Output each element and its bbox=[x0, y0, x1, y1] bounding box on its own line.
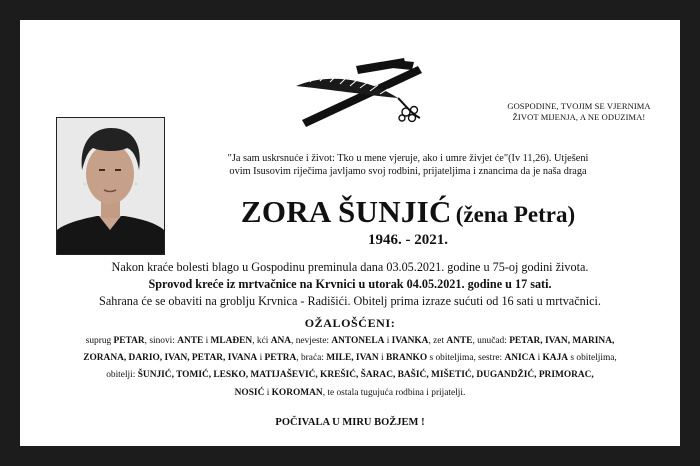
mourners-text: , sinovi: bbox=[144, 336, 178, 346]
mourner-name: ZORANA, DARIO, IVAN, PETAR, IVANA bbox=[83, 353, 258, 364]
mourners-text: , zet bbox=[428, 336, 447, 346]
portrait-image bbox=[57, 118, 164, 254]
mourners-line-2 bbox=[20, 350, 680, 367]
mourner-name: MILE, IVAN bbox=[326, 353, 379, 364]
death-info bbox=[20, 259, 680, 310]
mourners-text: i bbox=[257, 353, 265, 364]
mourners-text: i bbox=[384, 336, 392, 346]
mourner-name: PETAR, IVAN, MARINA, bbox=[509, 336, 615, 346]
mourner-name: IVANKA bbox=[391, 336, 429, 346]
mourner-families: ŠUNJIĆ, TOMIĆ, LESKO, MATIJAŠEVIĆ, KREŠIĆ, ŠARAC, BAŠIĆ, MIŠETIĆ, DUGANDŽIĆ, PRIMORAC, bbox=[137, 370, 594, 381]
mourner-name: ANTE bbox=[446, 336, 473, 346]
mourners-text: obitelji: bbox=[106, 370, 138, 381]
cross-with-palm-icon bbox=[294, 46, 446, 130]
info-line-funeral: Sprovod kreće iz mrtvačnice na Krvnici u utorak 04.05.2021. godine u 17 sati. bbox=[148, 277, 552, 291]
deceased-note: (žena Petra) bbox=[455, 202, 576, 227]
mourners-text: i bbox=[535, 353, 543, 364]
motto bbox=[488, 101, 670, 123]
deceased-years: 1946. - 2021. bbox=[368, 232, 448, 248]
mourner-families: KOROMAN bbox=[271, 387, 323, 398]
mourners-line-4 bbox=[20, 385, 680, 402]
mourner-name: PETAR bbox=[113, 336, 145, 346]
mourners-text: i bbox=[264, 387, 272, 398]
mourner-name: ANTE bbox=[177, 336, 204, 346]
mourner-families: NOSIĆ bbox=[234, 387, 265, 398]
mourners-text: i bbox=[378, 353, 386, 364]
mourners-text: suprug bbox=[85, 336, 114, 346]
mourners-text: , nevjeste: bbox=[291, 336, 332, 346]
info-line-1: Nakon kraće bolesti blago u Gospodinu preminula dana 03.05.2021. godine u 75-oj godini života. bbox=[111, 260, 589, 274]
quote-line-2: ovim Isusovim riječima javljamo svoj rodbini, prijateljima i znancima da je naša draga bbox=[229, 165, 587, 177]
mourner-name: BRANKO bbox=[385, 353, 428, 364]
motto-line-1: GOSPODINE, TVOJIM SE VJERNIMA bbox=[507, 101, 651, 111]
info-line-3: Sahrana će se obaviti na groblju Krvnica - Radišići. Obitelj prima izraze sućuti od 16 sati u mrtvačnici. bbox=[99, 294, 601, 308]
mourner-name: ANA bbox=[270, 336, 292, 346]
motto-line-2: ŽIVOT MIJENJA, A NE ODUZIMA! bbox=[512, 112, 646, 122]
obituary-card bbox=[20, 20, 680, 446]
deceased-name-text: ZORA ŠUNJIĆ bbox=[240, 194, 452, 229]
mourners-text: , te ostala tugujuća rodbina i prijatelji. bbox=[322, 387, 466, 398]
mourners-heading: OŽALOŠĆENI: bbox=[304, 316, 396, 330]
closing-line: POČIVALA U MIRU BOŽJEM ! bbox=[275, 417, 425, 428]
quote-line-1: "Ja sam uskrsnuće i život: Tko u mene vjeruje, ako i umre živjet će"(Iv 11,26). Utješeni bbox=[227, 153, 589, 164]
mourners-list bbox=[20, 333, 680, 402]
mourners-text: , unučad: bbox=[472, 336, 510, 346]
mourners-text: i bbox=[203, 336, 211, 346]
mourners-text: s obiteljima, sestre: bbox=[427, 353, 505, 364]
mourners-text: , kći bbox=[252, 336, 271, 346]
mourners-text: , braća: bbox=[296, 353, 327, 364]
mourner-name: PETRA bbox=[264, 353, 297, 364]
portrait-photo bbox=[56, 117, 165, 255]
mourner-name: ANICA bbox=[504, 353, 536, 364]
mourner-name: ANTONELA bbox=[331, 336, 385, 346]
bible-quote bbox=[170, 153, 646, 178]
mourners-line-1 bbox=[20, 333, 680, 350]
mourner-name: KAJA bbox=[542, 353, 569, 364]
mourners-line-3 bbox=[20, 367, 680, 384]
mourner-name: MLAĐEN bbox=[210, 336, 253, 346]
deceased-name bbox=[170, 194, 646, 230]
mourners-text: s obiteljima, bbox=[568, 353, 617, 364]
